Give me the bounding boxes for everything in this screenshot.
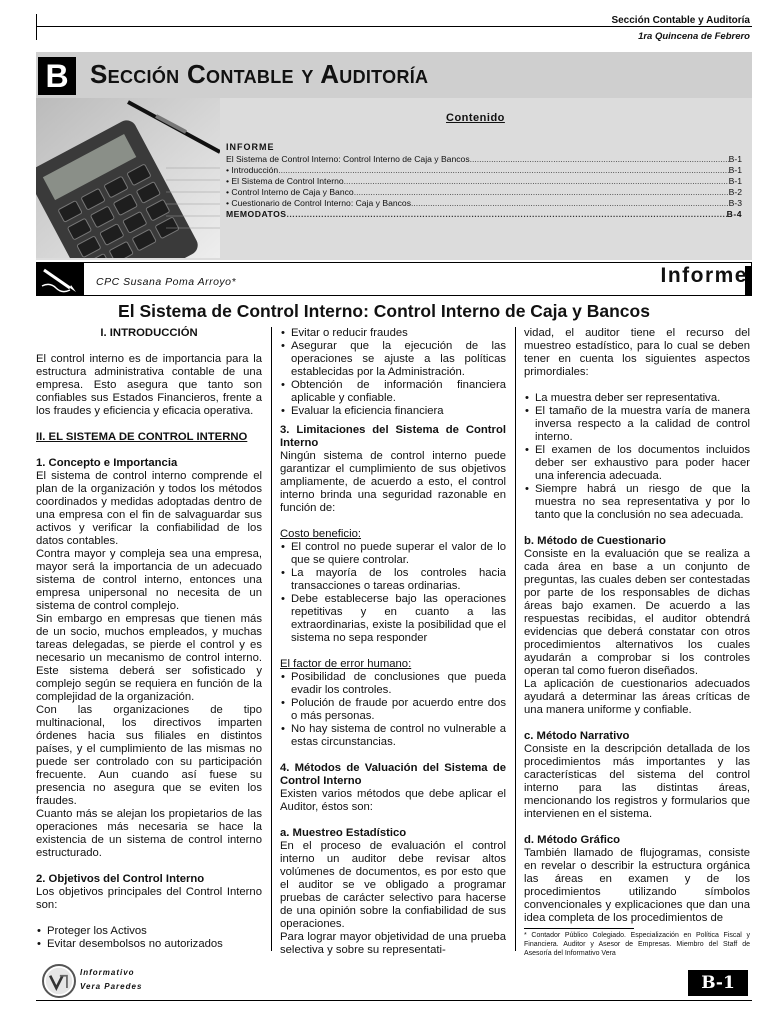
- list-item: • Posibilidad de conclusiones que pueda evadir los controles.: [280, 671, 506, 697]
- heading-cuestionario: b. Método de Cuestionario: [524, 535, 666, 547]
- informe-label: Informe: [660, 264, 748, 287]
- section-title: Sección Contable y Auditoría: [90, 59, 429, 89]
- toc-entry-page: B-1: [728, 154, 742, 164]
- calculator-photo: [36, 98, 220, 258]
- toc-leader: [278, 165, 728, 175]
- paragraph: Existen varios métodos que debe aplicar el Auditor, éstos son:: [280, 788, 506, 813]
- heading-grafico: d. Método Gráfico: [524, 834, 621, 846]
- list-item: • Obtención de información financiera aplicable y confiable.: [280, 379, 506, 405]
- list-item: • Evitar o reducir fraudes: [280, 327, 506, 340]
- list-item: • Polución de fraude por acuerdo entre dos o más personas.: [280, 697, 506, 723]
- section-letter-badge: B: [38, 57, 76, 95]
- paragraph: Sin embargo en empresas que tienen más de un socio, muchos empleados, y muchas tareas delegadas, se pierde el control y es necesario un mecanismo de control interno. Este sistema deberá ser sofisticado y complejo según se requiera en función de la complejidad de la organización.: [36, 613, 262, 703]
- toc-entry-page: B-1: [728, 165, 742, 175]
- list-item: • El control no puede superar el valor de lo que se quiere controlar.: [280, 541, 506, 567]
- list-item: • El examen de los documentos incluidos deber ser exhaustivo para poder hacer una inferencia adecuada.: [524, 444, 750, 483]
- column-3: [524, 327, 750, 958]
- paragraph: Ningún sistema de control interno puede garantizar el cumplimiento de sus objetivos ampliamente, de acuerdo a esto, el control interno brinda una seguridad razonable en función de:: [280, 450, 506, 514]
- page-number: B-1: [688, 970, 748, 996]
- toc-leader: [470, 154, 729, 164]
- subheading-factor: El factor de error humano:: [280, 658, 412, 670]
- list-item: • El tamaño de la muestra varía de manera inversa respecto a la calidad de control interno.: [524, 405, 750, 444]
- toc-leader: [287, 209, 727, 219]
- header-rule: [36, 26, 752, 27]
- footnote-rule: [524, 928, 634, 929]
- heading-narrativo: c. Método Narrativo: [524, 730, 630, 742]
- list-item: • Asegurar que la ejecución de las operaciones se ajuste a las políticas establecidas por la Administración.: [280, 340, 506, 379]
- paragraph: El control interno es de importancia para la estructura administrativa contable de una empresa. Esto asegura que tanto son confiables sus Estados Financieros, frente a los fraudes y eficiencia y eficacia operativa.: [36, 353, 262, 417]
- footer-rule: [36, 1000, 752, 1001]
- paragraph: Contra mayor y compleja sea una empresa, mayor será la importancia de un adecuado sistema de control interno, entonces una empresa unipersonal no necesita de un sistema de control complejo.: [36, 548, 262, 612]
- paragraph: Con las organizaciones de tipo multinacional, los directivos imparten órdenes hacia sus filiales en distintos países, y el cumplimiento de las mismas no puede ser controlado con su participación frecuente. Aun cuando así fuese su presencia no asegura que se eviten los fraudes.: [36, 704, 262, 807]
- heading-metodos: 4. Métodos de Valuación del Sistema de Control Interno: [280, 762, 506, 787]
- toc-leader: [411, 198, 729, 208]
- publisher-logo-icon: [42, 964, 76, 998]
- paragraph: Consiste en la evaluación que se realiza a cada área en base a un conjunto de preguntas, las cuales deben ser contestadas por parte de los responsables de dichas áreas bajo examen. De acuerdo a las respuestas recibidas, el auditor obtendrá evidencias que deberá constatar con otros procedimientos alternativos los cuales ayudarán a comprobar si los controles operan tal como fueron diseñados.: [524, 548, 750, 677]
- toc-entry-page: B-2: [728, 187, 742, 197]
- list-item: • La muestra deber ser representativa.: [524, 392, 750, 405]
- column-1: [36, 327, 262, 951]
- paragraph: Consiste en la descripción detallada de los procedimientos más importantes y las características del sistema del control interno para las distintas áreas, mencionando los registros y formularios que intervienen en el sistema.: [524, 743, 750, 820]
- paragraph: En el proceso de evaluación el control interno un auditor debe revisar altos volúmenes de documentos, es por esto que el auditor se ve obligado a programar pruebas de carácter selectivo para hacerse de una opinión sobre la confiabilidad de sus operaciones.: [280, 840, 506, 930]
- toc-entry[interactable]: [226, 198, 742, 208]
- muestra-list: [524, 392, 750, 522]
- list-item: • Siempre habrá un riesgo de que la muestra no sea representativa y por lo tanto que la conclusión no sea adecuada.: [524, 483, 750, 522]
- publisher-name-line2: Vera Paredes: [80, 982, 143, 991]
- column-rule: [271, 327, 272, 951]
- toc-leader: [344, 176, 729, 186]
- header-rule-vertical: [36, 14, 37, 40]
- heading-intro: I. INTRODUCCIÓN: [100, 327, 198, 339]
- toc-entry-text: El Sistema de Control Interno: Control Interno de Caja y Bancos: [226, 154, 470, 164]
- author-name: CPC Susana Poma Arroyo*: [96, 276, 237, 288]
- paragraph: El sistema de control interno comprende el plan de la organización y todos los métodos coordinados y medidas adoptadas dentro de una empresa con el fin de salvaguardar sus activos y verificar la confiabilidad de los datos contables.: [36, 470, 262, 547]
- paragraph: vidad, el auditor tiene el recurso del muestreo estadístico, para lo cual se deben tener en cuenta los siguientes aspectos primordiales:: [524, 327, 750, 378]
- paragraph: Cuanto más se alejan los propietarios de las operaciones más necesaria se hace la existencia de un sistema de control interno estructurado.: [36, 808, 262, 859]
- toc-entry[interactable]: [226, 154, 742, 164]
- toc-entry[interactable]: [226, 187, 742, 197]
- objectives-list: [36, 925, 262, 951]
- article-title: El Sistema de Control Interno: Control Interno de Caja y Bancos: [118, 301, 650, 321]
- list-item: • La mayoría de los controles hacia transacciones o tareas ordinarias.: [280, 567, 506, 593]
- toc-entry-text: • Cuestionario de Control Interno: Caja y Bancos: [226, 198, 412, 208]
- heading-muestreo: a. Muestreo Estadístico: [280, 827, 407, 839]
- paragraph: Los objetivos principales del Control Interno son:: [36, 886, 262, 911]
- toc-entry-text: MEMODATOS: [226, 209, 287, 219]
- heading-concepto: 1. Concepto e Importancia: [36, 457, 178, 469]
- heading-sistema: II. EL SISTEMA DE CONTROL INTERNO: [36, 431, 248, 443]
- column-rule: [515, 327, 516, 951]
- toc-entry-text: • Introducción: [226, 165, 279, 175]
- contents-title: Contenido: [446, 112, 505, 124]
- toc-entry-page: B-4: [726, 209, 742, 219]
- column-2: [280, 327, 506, 957]
- list-item: • Evaluar la eficiencia financiera: [280, 405, 506, 418]
- subheading-costo: Costo beneficio:: [280, 528, 362, 540]
- list-item: • Debe establecerse bajo las operaciones repetitivas y en cuanto a las extraordinarias, existe la posibilidad que el sistema no sepa responder: [280, 593, 506, 645]
- toc-entry-page: B-3: [728, 198, 742, 208]
- objectives-list-continued: [280, 327, 506, 418]
- toc-entry-page: B-1: [728, 176, 742, 186]
- toc-entry-text: • El Sistema de Control Interno: [226, 176, 344, 186]
- pen-icon: [36, 262, 84, 296]
- list-item: • No hay sistema de control no vulnerable a estas circunstancias.: [280, 723, 506, 749]
- footnote: * Contador Público Colegiado. Especialización en Política Fiscal y Financiera. Auditor y Asesor de Empresas. Miembro del Staff de Asesoría del Informativo Vera: [524, 932, 750, 957]
- toc-entry[interactable]: [226, 176, 742, 186]
- toc-entry-text: • Control Interno de Caja y Banco: [226, 187, 354, 197]
- heading-limitaciones: 3. Limitaciones del Sistema de Control Interno: [280, 424, 506, 449]
- toc-heading: INFORME: [226, 142, 275, 152]
- toc-entry[interactable]: [226, 165, 742, 175]
- list-item: • Evitar desembolsos no autorizados: [36, 938, 262, 951]
- toc-leader: [354, 187, 729, 197]
- paragraph: La aplicación de cuestionarios adecuados ayudará a determinar las áreas críticas de una manera uniforme y confiable.: [524, 678, 750, 716]
- costo-list: [280, 541, 506, 645]
- list-item: • Proteger los Activos: [36, 925, 262, 938]
- heading-objetivos: 2. Objetivos del Control Interno: [36, 873, 205, 885]
- publisher-name-line1: Informativo: [80, 968, 135, 977]
- header-date: 1ra Quincena de Febrero: [638, 31, 750, 42]
- paragraph: Para lograr mayor objetividad de una prueba selectiva y sobre su representati-: [280, 931, 506, 956]
- toc-entry[interactable]: [226, 209, 742, 219]
- factor-list: [280, 671, 506, 749]
- paragraph: También llamado de flujogramas, consiste en revelar o describir la estructura orgánica las áreas en examen y de los procedimientos utilizando símbolos convencionales y explicaciones que dan una idea completa de los procedimientos de: [524, 847, 750, 924]
- header-section: Sección Contable y Auditoría: [611, 15, 750, 26]
